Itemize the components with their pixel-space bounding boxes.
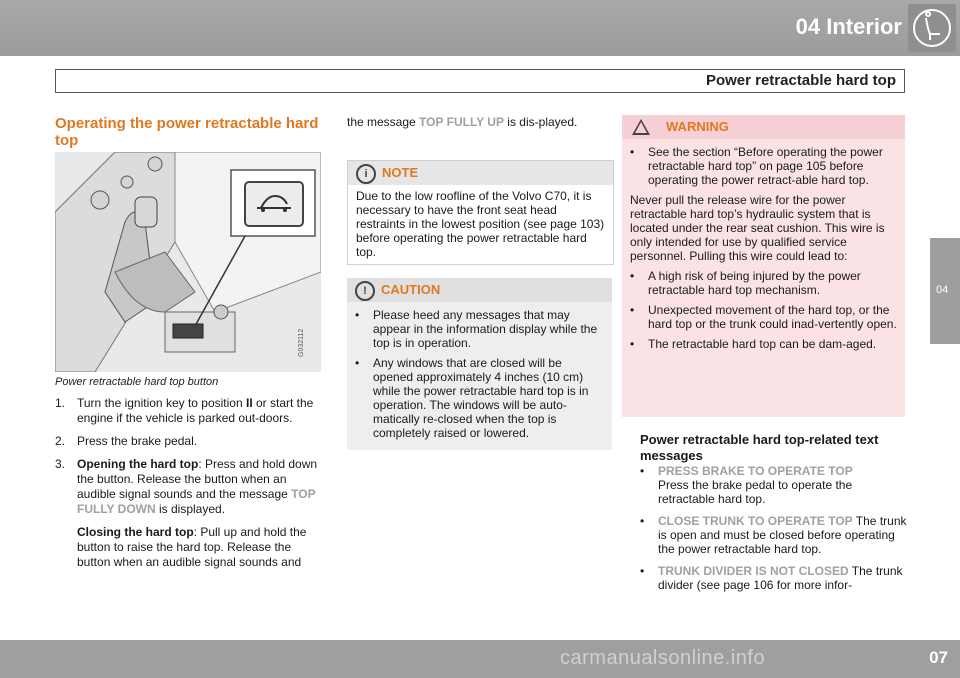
- step-text: Turn the ignition key to position II or start the engine if the vehicle is parked out-doors.: [77, 396, 314, 425]
- watermark: carmanualsonline.info: [560, 647, 766, 669]
- note-box: [347, 160, 614, 265]
- caution-box: [347, 278, 612, 450]
- list-item: • PRESS BRAKE TO OPERATE TOP Press the brake pedal to operate the retractable hard top.: [640, 464, 853, 506]
- display-message: TOP FULLY DOWN: [77, 487, 316, 516]
- step-number: 3.: [55, 457, 66, 471]
- left-column: [55, 115, 323, 149]
- step-number: 1.: [55, 396, 66, 410]
- section-bar: [55, 69, 905, 93]
- note-label: NOTE: [382, 165, 419, 180]
- figure-code: G032112: [298, 328, 305, 357]
- list-item: • Unexpected movement of the hard top, or the hard top or the trunk could inad-vertently open.: [630, 303, 897, 331]
- list-item: [55, 396, 323, 426]
- list-item: • CLOSE TRUNK TO OPERATE TOP The trunk is open and must be closed before operating the power retractable hard top.: [640, 514, 907, 556]
- list-item: • The retractable hard top can be dam-aged.: [630, 337, 877, 351]
- list-item: [55, 434, 323, 449]
- note-header: [348, 161, 613, 185]
- figure-caption: Power retractable hard top button: [55, 376, 219, 388]
- list-item: • Please heed any messages that may appear in the information display while the top is in operation.: [355, 308, 598, 350]
- exclamation-icon: !: [355, 281, 375, 301]
- messages-list: [640, 464, 910, 600]
- list-item: • Any windows that are closed will be opened approximately 4 inches (10 cm) while the power retractable hard top is in operation. The windows will be auto-matically re-closed when the top is completely raised or lowered.: [355, 356, 589, 440]
- continued-text: the message TOP FULLY UP is dis-played.: [347, 115, 578, 129]
- seat-icon: [908, 4, 956, 52]
- list-item: • A high risk of being injured by the power retractable hard top mechanism.: [630, 269, 861, 297]
- section-heading: Operating the power retractable hard top: [55, 115, 319, 149]
- messages-heading: Power retractable hard top-related text messages: [640, 432, 879, 463]
- warning-box: [622, 115, 905, 417]
- note-text: Due to the low roofline of the Volvo C70, it is necessary to have the front seat head restraints in the lowest position (see page 103) before operating the power retractable hard top.: [356, 189, 605, 259]
- list-item: [55, 525, 323, 570]
- list-item: [55, 457, 323, 517]
- closing-paragraph: Closing the hard top: Pull up and hold the button to raise the hard top. Release the button when an audible signal sounds and: [77, 525, 307, 569]
- warning-header: [622, 115, 905, 139]
- side-tab-label: 04: [936, 284, 949, 296]
- list-item: • TRUNK DIVIDER IS NOT CLOSED The trunk divider (see page 106 for more infor-: [640, 564, 903, 592]
- list-item: • See the section “Before operating the power retractable hard top” on page 105 before operating the power retract-able hard top.: [630, 145, 883, 187]
- chapter-side-tab[interactable]: [930, 238, 960, 344]
- caution-header: [347, 278, 612, 302]
- steps-list: [55, 396, 323, 578]
- step-text: Press the brake pedal.: [77, 434, 198, 448]
- caution-label: CAUTION: [381, 282, 441, 297]
- step-number: 2.: [55, 434, 66, 448]
- step-text: Opening the hard top: Press and hold down the button. Release the button when an audible signal sounds and the message TOP FULLY DOWN is displayed.: [77, 457, 318, 516]
- hard-top-button-photo: [55, 152, 321, 372]
- info-icon: i: [356, 164, 376, 184]
- warning-paragraph: Never pull the release wire for the power retractable hard top’s hydraulic system that is located under the rear seat cushion. This wire is only intended for use by qualified service personnel. Pulling this wire could lead to:: [630, 193, 885, 263]
- header-band: [0, 0, 960, 56]
- page-number: 07: [929, 648, 948, 667]
- warning-label: WARNING: [666, 119, 729, 134]
- display-message: TOP FULLY UP: [419, 115, 504, 129]
- section-title: Power retractable hard top: [705, 72, 896, 89]
- footer-band: [0, 640, 960, 678]
- chapter-title: 04 Interior: [795, 14, 902, 39]
